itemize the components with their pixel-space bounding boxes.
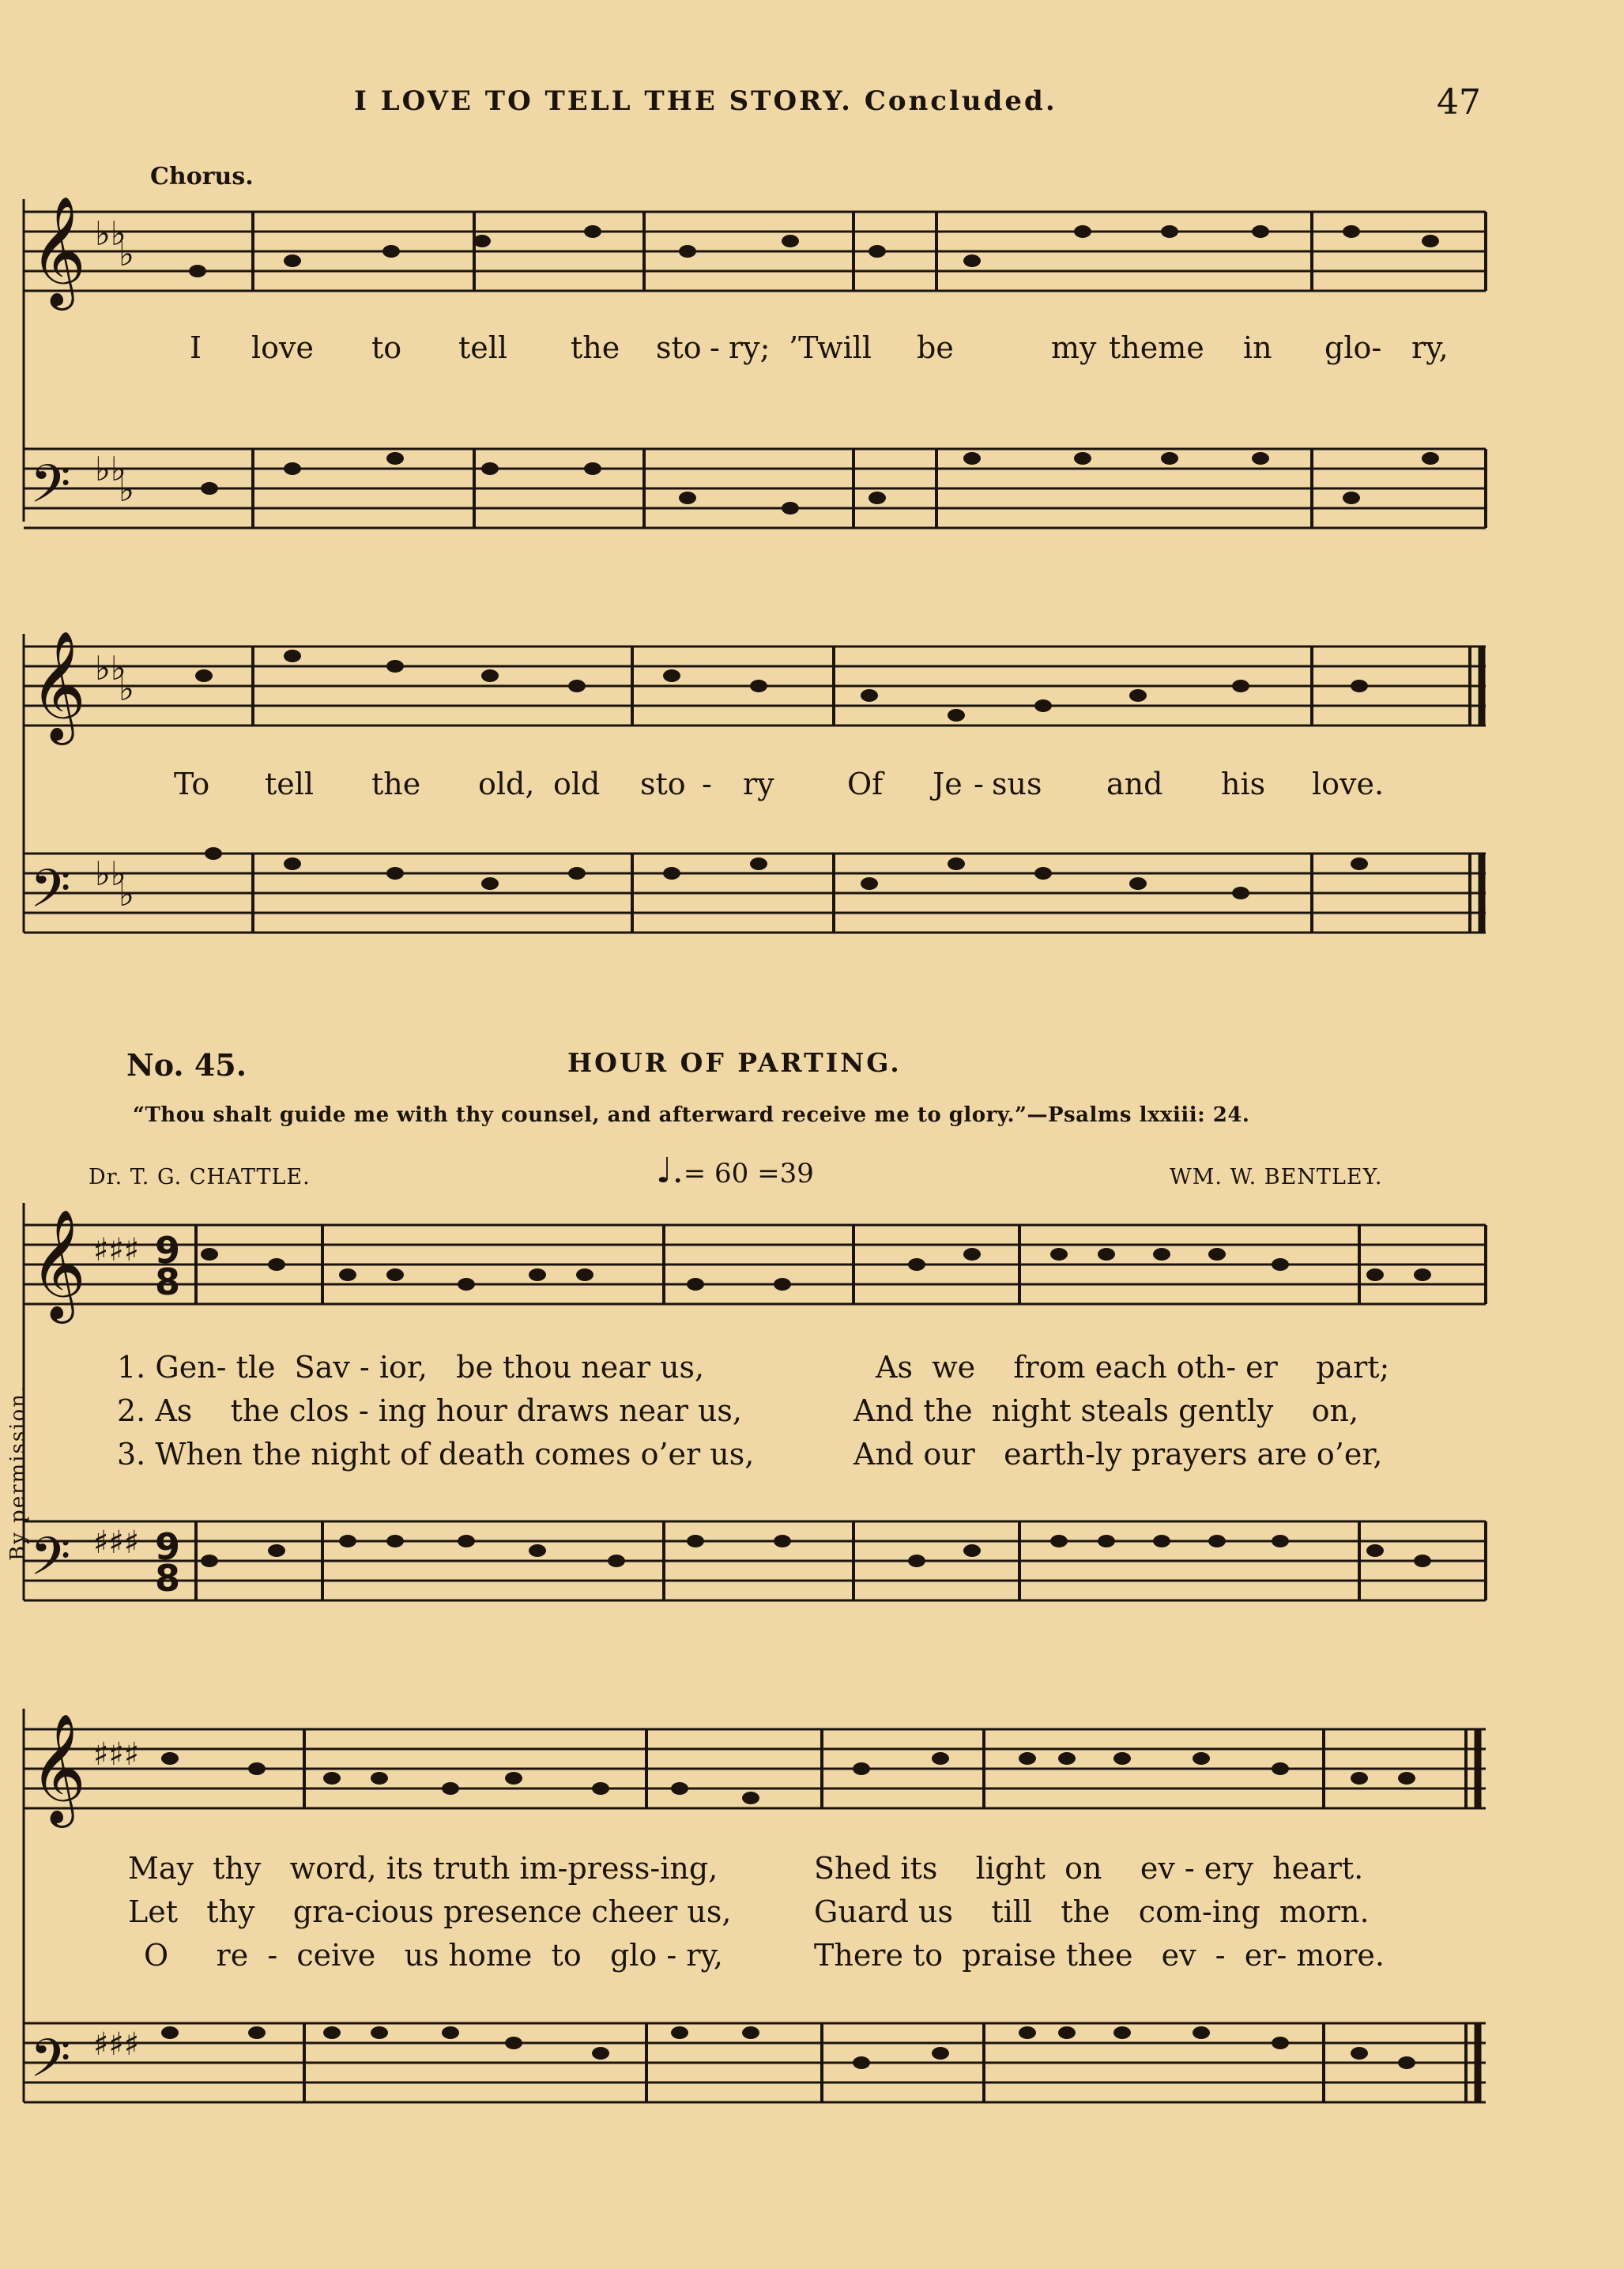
verse-2-line-2-cont: Guard us till the com-ing morn. [814, 1894, 1370, 1929]
lyric-syllable: his [1221, 767, 1266, 801]
verse-number: 2. [117, 1393, 146, 1428]
svg-text:♭♭: ♭♭ [95, 649, 126, 688]
lyric-syllable: love [251, 330, 314, 365]
side-note: By permission. [6, 1384, 30, 1561]
lyric-syllable: and [1106, 767, 1163, 801]
verse-2-line-1 [117, 1393, 742, 1428]
svg-text:♭: ♭ [119, 669, 134, 708]
lyric-syllable: the [571, 330, 620, 365]
lyric-syllable: old [553, 767, 601, 801]
verse-3-line-2-cont: There to praise thee ev - er- more. [814, 1938, 1385, 1973]
svg-text:♭: ♭ [119, 875, 134, 914]
lyric-syllable: - [710, 330, 720, 365]
verse-text: Gen- tle Sav - ior, be thou near us, [155, 1350, 705, 1385]
verse-1-line-2: May thy word, its truth im-press-ing, [128, 1851, 718, 1886]
lyric-syllable: I [190, 330, 202, 365]
lyric-syllable: - [974, 767, 984, 801]
tempo-marking [656, 1151, 814, 1191]
lyric-syllable: in [1243, 330, 1272, 365]
verse-2-line-2: Let thy gra-cious presence cheer us, [128, 1894, 732, 1929]
svg-text:♭: ♭ [119, 470, 134, 509]
running-head: I LOVE TO TELL THE STORY. Concluded. [354, 85, 1057, 117]
svg-text:𝄞: 𝄞 [30, 1713, 86, 1823]
lyric-syllable: to [371, 330, 402, 365]
lyric-syllable: - [702, 767, 712, 801]
lyric-syllable: ’Twill [789, 330, 872, 365]
svg-text:♭♭: ♭♭ [95, 854, 126, 893]
lyric-syllable: the [371, 767, 421, 801]
lyric-syllable: tell [458, 330, 508, 365]
verse-1-line-1-cont: As we from each oth- er part; [876, 1350, 1390, 1385]
epigraph: “Thou shalt guide me with thy counsel, and afterward receive me to glory.”—Psalms lxxiii: 24. [133, 1103, 1250, 1127]
lyric-syllable: ry [743, 767, 774, 801]
svg-text:9: 9 [155, 1525, 181, 1568]
hymn-number: No. 45. [126, 1047, 247, 1083]
lyric-syllable: To [174, 767, 210, 801]
lyric-syllable: ry, [1411, 330, 1449, 365]
svg-text:𝄞: 𝄞 [30, 196, 86, 306]
hymn-title: HOUR OF PARTING. [567, 1047, 902, 1078]
lyric-syllable: old, [478, 767, 535, 801]
lyric-syllable: sus [992, 767, 1042, 801]
author-credit: Dr. T. G. CHATTLE. [89, 1165, 311, 1189]
tempo-value: = 60 =39 [683, 1158, 814, 1189]
verse-number: 1. [117, 1350, 146, 1385]
lyric-syllable: ry; [729, 330, 771, 365]
lyric-syllable: Of [847, 767, 884, 801]
verse-2-line-1-cont: And the night steals gently on, [853, 1393, 1359, 1428]
music-system-1 [0, 190, 1624, 569]
lyric-syllable: Je [933, 767, 963, 801]
svg-text:𝄞: 𝄞 [30, 1209, 86, 1319]
svg-text:𝄞: 𝄞 [30, 631, 86, 741]
music-system-2 [0, 624, 1624, 996]
composer-credit: WM. W. BENTLEY. [1170, 1165, 1383, 1189]
verse-3-line-1-cont: And our earth-ly prayers are o’er, [853, 1437, 1383, 1472]
verse-1-line-2-cont: Shed its light on ev - ery heart. [814, 1851, 1364, 1886]
lyric-syllable: love. [1312, 767, 1385, 801]
lyric-syllable: be [917, 330, 954, 365]
lyric-syllable: glo- [1324, 330, 1382, 365]
lyric-syllable: sto [640, 767, 686, 801]
verse-3-line-1 [117, 1437, 754, 1472]
svg-text:♭: ♭ [119, 235, 134, 273]
svg-text:𝄢: 𝄢 [30, 858, 71, 932]
lyric-syllable: tell [265, 767, 315, 801]
svg-text:♯♯♯: ♯♯♯ [93, 1736, 140, 1773]
svg-text:♭♭: ♭♭ [95, 450, 126, 488]
dotted-quarter-note-icon: ♩. [656, 1151, 684, 1191]
lyric-syllable: theme [1109, 330, 1204, 365]
verse-1-line-1 [117, 1350, 704, 1385]
svg-text:𝄢: 𝄢 [30, 1526, 71, 1600]
verse-text: As the clos - ing hour draws near us, [155, 1393, 743, 1428]
svg-text:𝄢: 𝄢 [30, 454, 71, 527]
svg-text:♯♯♯: ♯♯♯ [93, 1525, 140, 1561]
chorus-label: Chorus. [150, 163, 254, 190]
svg-text:♯♯♯: ♯♯♯ [93, 2026, 140, 2063]
lyric-syllable: my [1051, 330, 1097, 365]
svg-text:♭♭: ♭♭ [95, 214, 126, 253]
lyric-syllable: sto [656, 330, 702, 365]
svg-text:8: 8 [155, 1261, 181, 1303]
verse-3-line-2: O re - ceive us home to glo - ry, [144, 1938, 723, 1973]
page-number: 47 [1437, 82, 1481, 122]
svg-text:♯♯♯: ♯♯♯ [93, 1232, 140, 1268]
svg-text:𝄢: 𝄢 [30, 2028, 71, 2101]
svg-text:8: 8 [155, 1557, 181, 1600]
svg-text:9: 9 [155, 1229, 181, 1272]
verse-number: 3. [117, 1437, 146, 1472]
verse-text: When the night of death comes o’er us, [155, 1437, 755, 1472]
